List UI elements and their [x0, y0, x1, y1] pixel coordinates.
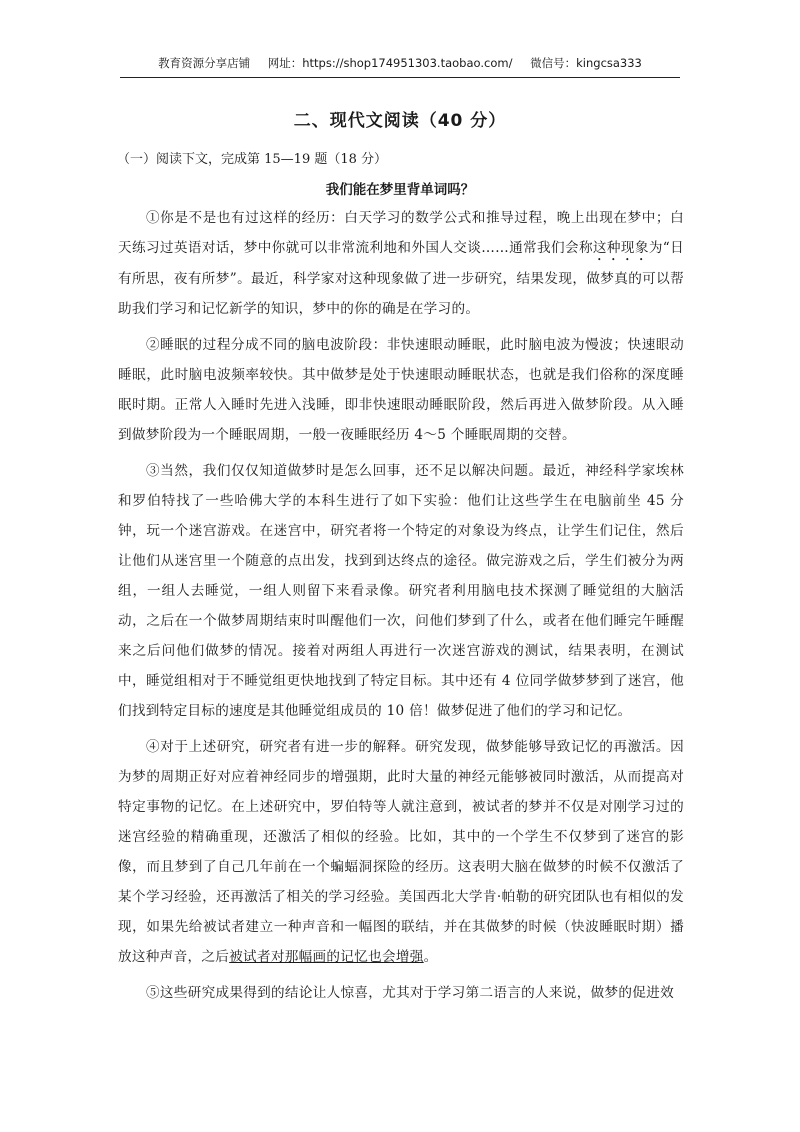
paragraph-4-text-a: ④对于上述研究，研究者有进一步的解释。研究发现，做梦能够导致记忆的再激活。因为梦的周期正好对应着神经同步的增强期，此时大量的神经元能够被同时激活，从而提高对特定事物的记忆。在上述研究中，罗伯特等人就注意到，被试者的梦并不仅是对刚学习过的迷宫经验的精确重现，还激活了相似的经验。比如，其中的一个学生不仅梦到了迷宫的影像，而且梦到了自己几年前在一个蝙蝠洞探险的经历。这表明大脑在做梦的时候不仅激活了某个学习经验，还再激活了相关的学习经验。美国西北大学肯·帕勒的研究团队也有相似的发现，如果先给被试者建立一种声音和一幅图的联结，并在其做梦的时候（快波睡眠时期）播放这种声音，之后 [118, 739, 684, 965]
header-url: 网址：https://shop174951303.taobao.com/ [267, 56, 513, 70]
paragraph-5: ⑤这些研究成果得到的结论让人惊喜，尤其对于学习第二语言的人来说，做梦的促进效 [146, 985, 674, 1001]
paragraph-2: ②睡眠的过程分成不同的脑电波阶段：非快速眼动睡眠，此时脑电波为慢波；快速眼动睡眠，此时脑电波频率较快。其中做梦是处于快速眼动睡眠状态，也就是我们俗称的深度睡眠时期。正常人入睡时先进入浅睡，即非快速眼动睡眠阶段，然后再进入做梦阶段。从入睡到做梦阶段为一个睡眠周期，一般一夜睡眠经历 4～5 个睡眠周期的交替。 [118, 337, 684, 443]
paragraph-1 [118, 203, 684, 324]
header-shop: 教育资源分享店铺 [158, 56, 251, 70]
header-wechat: 微信号：kingcsa333 [530, 56, 642, 70]
paragraph-1-text-a: ①你是不是也有过这样的经历：白天学习的数学公式和推导过程，晚上出现在梦中；白天练习过英语对话，梦中你就可以非常流利地和外国人交谈……通常我们会称 [118, 210, 684, 256]
paragraph-4-text-b: 。 [423, 949, 438, 965]
paragraph-4 [118, 732, 684, 972]
article-title: 我们能在梦里背单词吗？ [325, 182, 475, 198]
page-header [120, 55, 680, 78]
instruction: （一）阅读下文，完成第 15—19 题（18 分） [117, 152, 388, 167]
emphasized-phrase: 这种现象 [592, 240, 649, 256]
paragraph-1-text-b: 为“日有所思，夜有所梦”。最近，科学家对这种现象做了进一步研究，结果发现，做梦真的可以帮助我们学习和记忆新学的知识，梦中的你的确是在学习的。 [118, 240, 685, 317]
section-title: 二、现代文阅读（40 分） [293, 111, 507, 131]
paragraph-3: ③当然，我们仅仅知道做梦时是怎么回事，还不足以解决问题。最近，神经科学家埃林和罗伯特找了一些哈佛大学的本科生进行了如下实验：他们让这些学生在电脑前坐 45 分钟，玩一个迷宫游戏。在迷宫中，研究者将一个特定的对象设为终点，让学生们记住，然后让他们从迷宫里一个随意的点出发，找到到达终点的途径。做完游戏之后，学生们被分为两组，一组人去睡觉，一组人则留下来看录像。研究者利用脑电技术探测了睡觉组的大脑活动，之后在一个做梦周期结束时叫醒他们一次，问他们梦到了什么，或者在他们睡完午睡醒来之后问他们做梦的情况。接着对两组人再进行一次迷宫游戏的测试，结果表明，在测试中，睡觉组相对于不睡觉组更快地找到了特定目标。其中还有 4 位同学做梦梦到了迷宫，他们找到特定目标的速度是其他睡觉组成员的 10 倍！做梦促进了他们的学习和记忆。 [118, 463, 684, 719]
underlined-phrase: 被试者对那幅画的记忆也会增强 [229, 949, 424, 965]
article-body [118, 203, 684, 1014]
